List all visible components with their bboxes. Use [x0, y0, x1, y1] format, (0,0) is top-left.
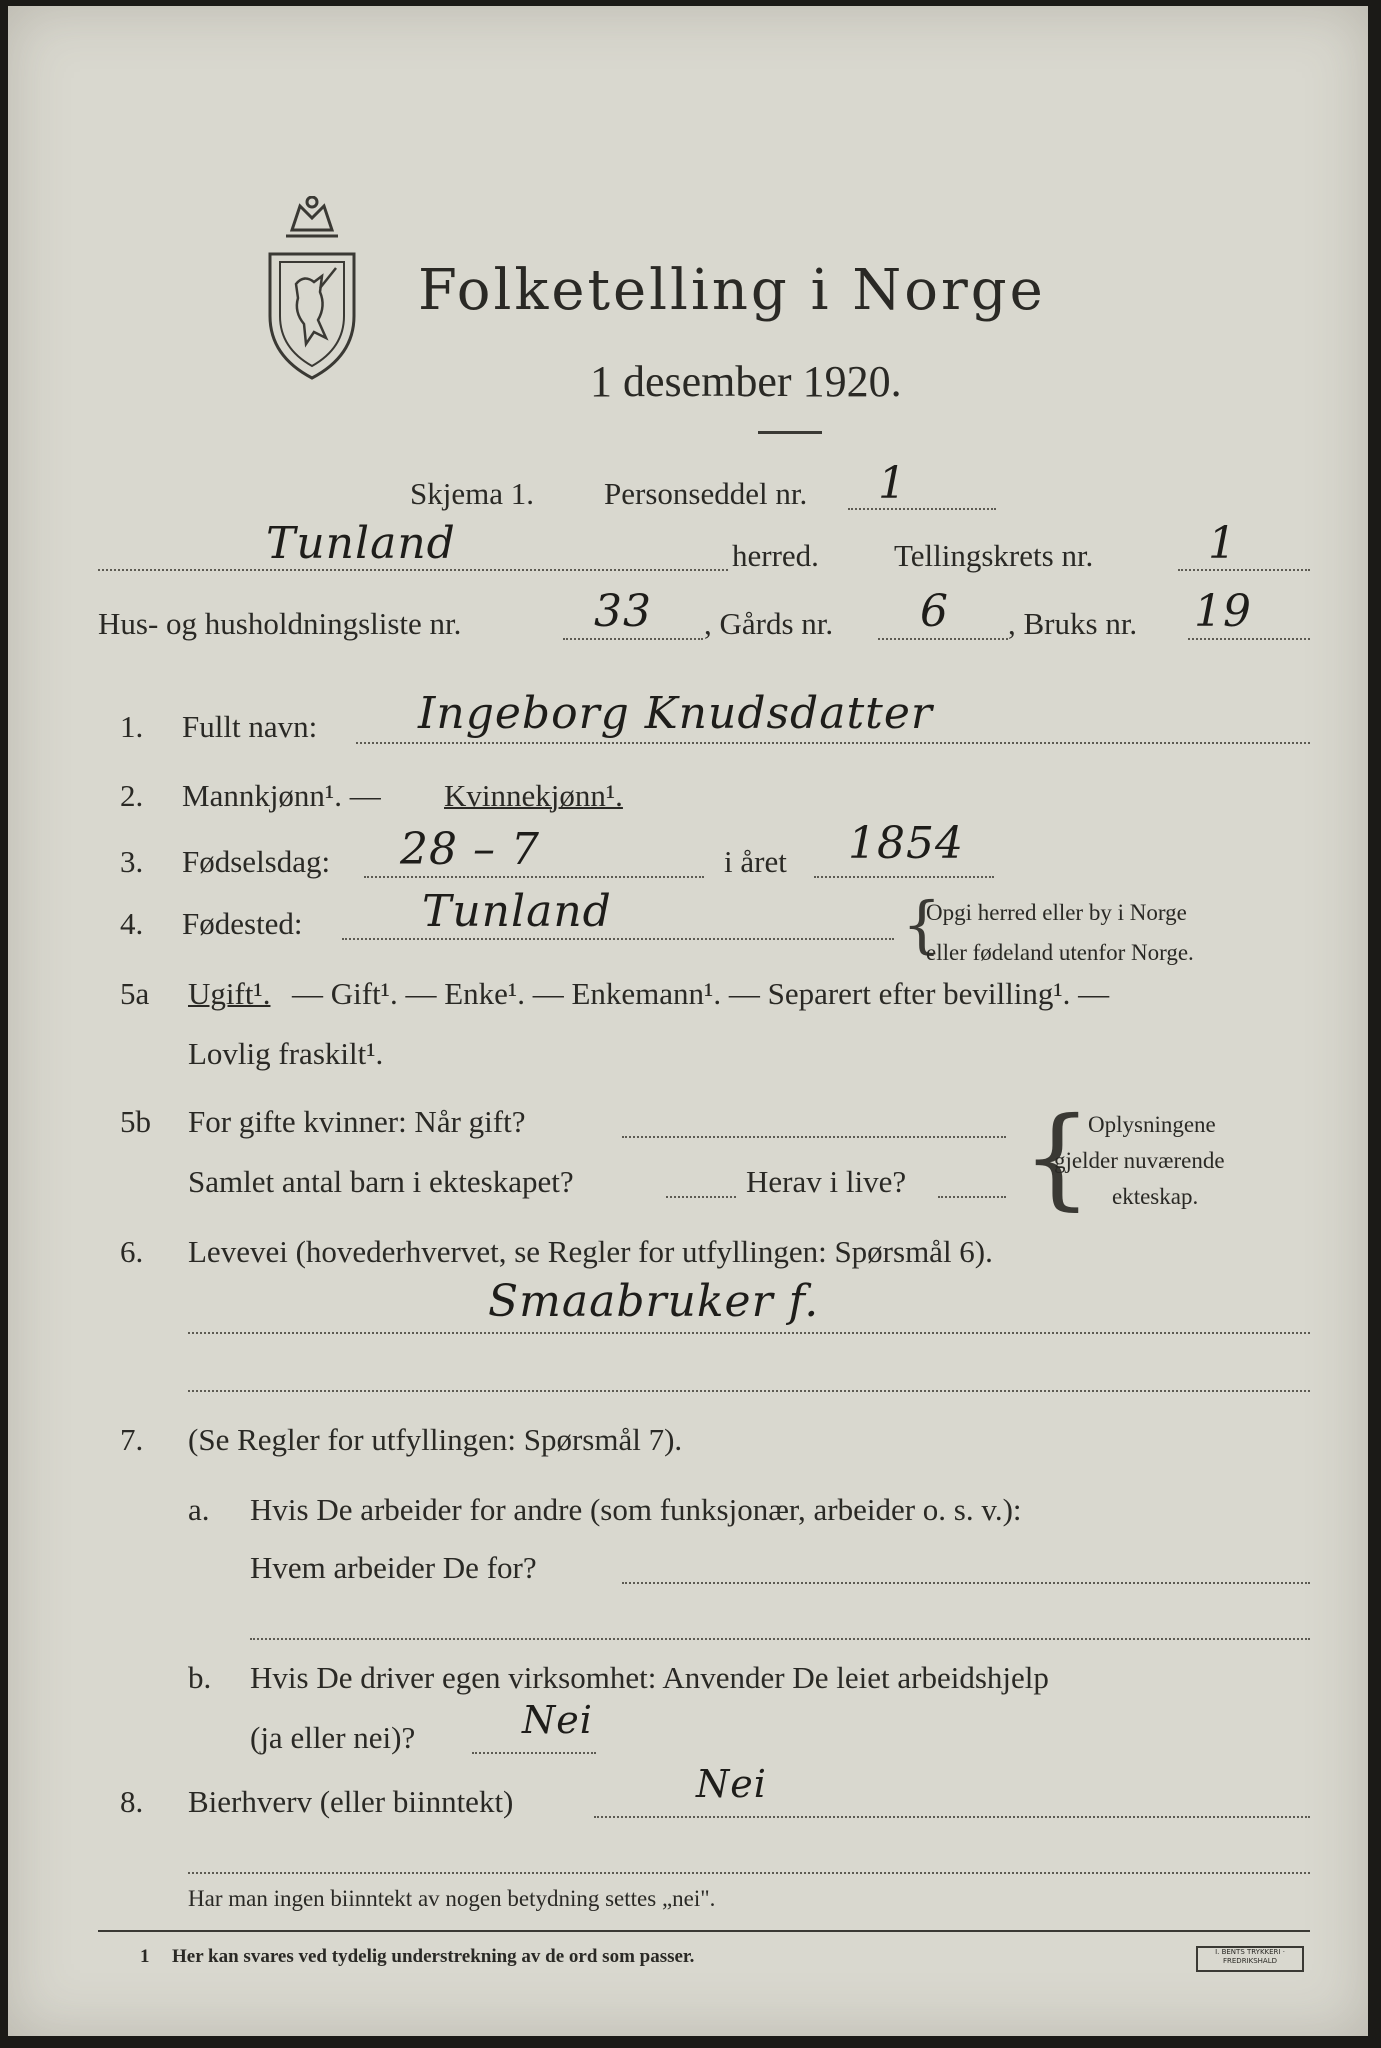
q5a-number: 5a: [120, 976, 150, 1011]
norwegian-coat-of-arms-icon: [256, 196, 368, 386]
q5b-note-line2: gjelder nuværende: [1054, 1148, 1225, 1173]
footnote-text: Her kan svares ved tydelig understrekning av de ord som passer.: [172, 1946, 695, 1967]
schema-label: Skjema 1.: [410, 476, 534, 511]
q5b-children-label: Samlet antal barn i ekteskapet?: [188, 1164, 574, 1199]
printer-stamp: I. BENTS TRYKKERI · FREDRIKSHALD: [1196, 1946, 1304, 1972]
q3-year-label: i året: [724, 844, 787, 879]
q7b-letter: b.: [188, 1660, 212, 1695]
q4-note-line2: eller fødeland utenfor Norge.: [926, 940, 1194, 965]
bruks-value[interactable]: 19: [1194, 586, 1252, 637]
gards-label: , Gårds nr.: [704, 606, 834, 641]
husliste-label: Hus- og husholdningsliste nr.: [98, 606, 462, 641]
birthplace-value[interactable]: Tunland: [422, 886, 612, 937]
q2-male-option[interactable]: Mannkjønn¹. —: [182, 778, 381, 813]
q6-label: Levevei (hovederhvervet, se Regler for utfyllingen: Spørsmål 6).: [188, 1234, 993, 1269]
personseddel-value[interactable]: 1: [878, 458, 907, 509]
q5b-brace-icon: {: [1022, 1093, 1092, 1221]
full-name-value[interactable]: Ingeborg Knudsdatter: [418, 688, 933, 739]
q7b-line2: (ja eller nei)?: [250, 1720, 416, 1755]
q7-label: (Se Regler for utfyllingen: Spørsmål 7).: [188, 1422, 683, 1457]
gards-value[interactable]: 6: [920, 586, 949, 637]
occupation-value[interactable]: Smaabruker f.: [488, 1276, 820, 1327]
q5b-note-line3: ekteskap.: [1112, 1184, 1199, 1209]
q4-note-line1: Opgi herred eller by i Norge: [926, 900, 1187, 925]
q4-label: Fødested:: [182, 906, 303, 941]
q7a-letter: a.: [188, 1492, 210, 1527]
hired-help-value[interactable]: Nei: [522, 1698, 593, 1742]
q3-label: Fødselsdag:: [182, 844, 331, 879]
q1-label: Fullt navn:: [182, 709, 318, 744]
q5b-note-line1: Oplysningene: [1088, 1112, 1216, 1137]
form-date: 1 desember 1920.: [590, 357, 902, 406]
birth-year-value[interactable]: 1854: [848, 818, 964, 869]
footer-note: Har man ingen biinntekt av nogen betydning settes „nei".: [188, 1886, 716, 1911]
q5b-number: 5b: [120, 1104, 151, 1139]
census-form-page: [8, 6, 1368, 2036]
q7a-line2: Hvem arbeider De for?: [250, 1550, 537, 1585]
herred-label: herred.: [732, 538, 819, 573]
title-divider: [758, 431, 822, 434]
q3-number: 3.: [120, 844, 144, 879]
personseddel-label: Personseddel nr.: [604, 476, 808, 511]
q7b-line1: Hvis De driver egen virksomhet: Anvender De leiet arbeidshjelp: [250, 1660, 1049, 1695]
q5a-ugift-option[interactable]: Ugift¹.: [188, 976, 271, 1011]
q5b-married-when-label: For gifte kvinner: Når gift?: [188, 1104, 526, 1139]
q1-number: 1.: [120, 709, 144, 744]
bruks-label: , Bruks nr.: [1008, 606, 1138, 641]
form-title: Folketelling i Norge: [418, 258, 1046, 323]
q2-female-option[interactable]: Kvinnekjønn¹.: [444, 778, 623, 813]
footnote-mark: 1: [140, 1946, 150, 1967]
q8-number: 8.: [120, 1784, 144, 1819]
side-income-value[interactable]: Nei: [696, 1762, 767, 1806]
q5b-alive-label: Herav i live?: [746, 1164, 907, 1199]
footer-divider: [98, 1930, 1310, 1932]
q4-number: 4.: [120, 906, 144, 941]
tellingskrets-value[interactable]: 1: [1208, 518, 1237, 569]
husliste-value[interactable]: 33: [594, 586, 652, 637]
q5a-other-options[interactable]: — Gift¹. — Enke¹. — Enkemann¹. — Separert efter bevilling¹. —: [292, 976, 1110, 1011]
q7a-line1: Hvis De arbeider for andre (som funksjonær, arbeider o. s. v.):: [250, 1492, 1022, 1527]
herred-value[interactable]: Tunland: [266, 518, 456, 569]
tellingskrets-label: Tellingskrets nr.: [894, 538, 1094, 573]
q6-number: 6.: [120, 1234, 144, 1269]
birthdate-value[interactable]: 28 – 7: [400, 824, 540, 875]
q8-label: Bierhverv (eller biinntekt): [188, 1784, 514, 1819]
q7-number: 7.: [120, 1422, 144, 1457]
q2-number: 2.: [120, 778, 144, 813]
q5a-lovlig-fraskilt[interactable]: Lovlig fraskilt¹.: [188, 1036, 384, 1071]
q4-brace-icon: {: [902, 888, 942, 961]
